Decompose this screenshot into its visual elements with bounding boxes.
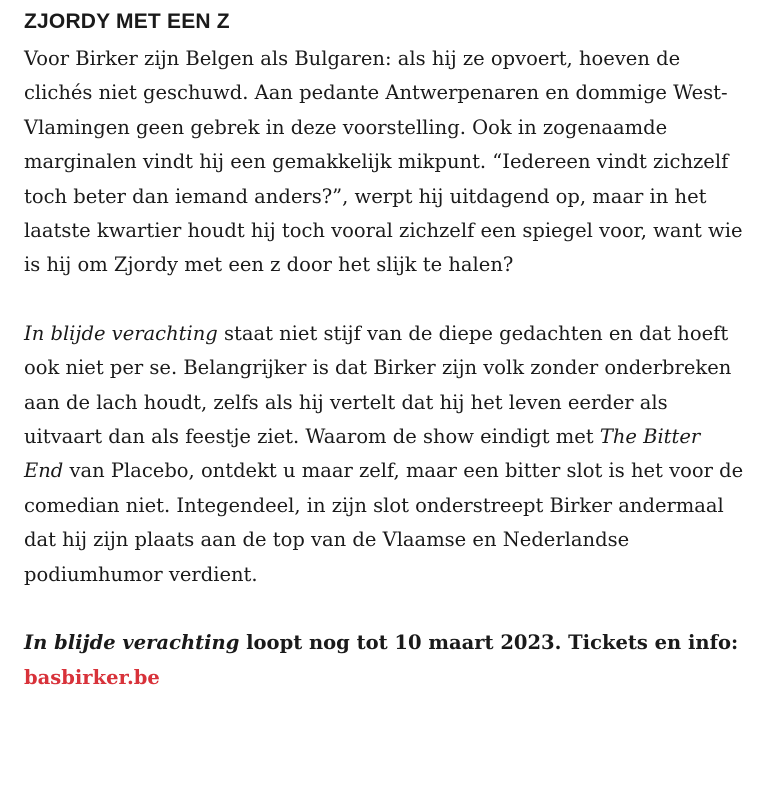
paragraph-2 [24, 317, 744, 592]
article [24, 8, 744, 695]
closing-text: loopt nog tot 10 maart 2023. Tickets en info: [239, 631, 739, 655]
closing-show-title: In blijde verachting [24, 631, 240, 655]
tickets-link[interactable]: basbirker.be [24, 665, 160, 689]
paragraph-2-text-2: van Placebo, ontdekt u maar zelf, maar een bitter slot is het voor de comedian niet. Integendeel, in zijn slot onderstreept Birker andermaal dat hij zijn plaats aan de top van de Vlaamse en Nederlandse podiumhumor verdient. [24, 459, 744, 586]
closing-info [24, 626, 744, 695]
show-title: In blijde verachting [24, 321, 218, 345]
section-heading: ZJORDY MET EEN Z [24, 10, 230, 33]
paragraph-2-text-1: staat niet stijf van de diepe gedachten en dat hoeft ook niet per se. Belangrijker is dat Birker zijn volk zonder onderbreken aan de lach houdt, zelfs als hij vertelt dat hij het leven eerder als uitvaart dan als feestje ziet. Waarom de show eindigt met [24, 321, 732, 449]
song-title: The Bitter End [24, 425, 701, 483]
paragraph-1: Voor Birker zijn Belgen als Bulgaren: als hij ze opvoert, hoeven de clichés niet geschuwd. Aan pedante Antwerpenaren en dommige West-Vlamingen geen gebrek in deze voorstelling. Ook in zogenaamde marginalen vindt hij een gemakkelijk mikpunt. “Iedereen vindt zichzelf toch beter dan iemand anders?”, werpt hij uitdagend op, maar in het laatste kwartier houdt hij toch vooral zichzelf een spiegel voor, want wie is hij om Zjordy met een z door het slijk te halen? [24, 47, 743, 277]
